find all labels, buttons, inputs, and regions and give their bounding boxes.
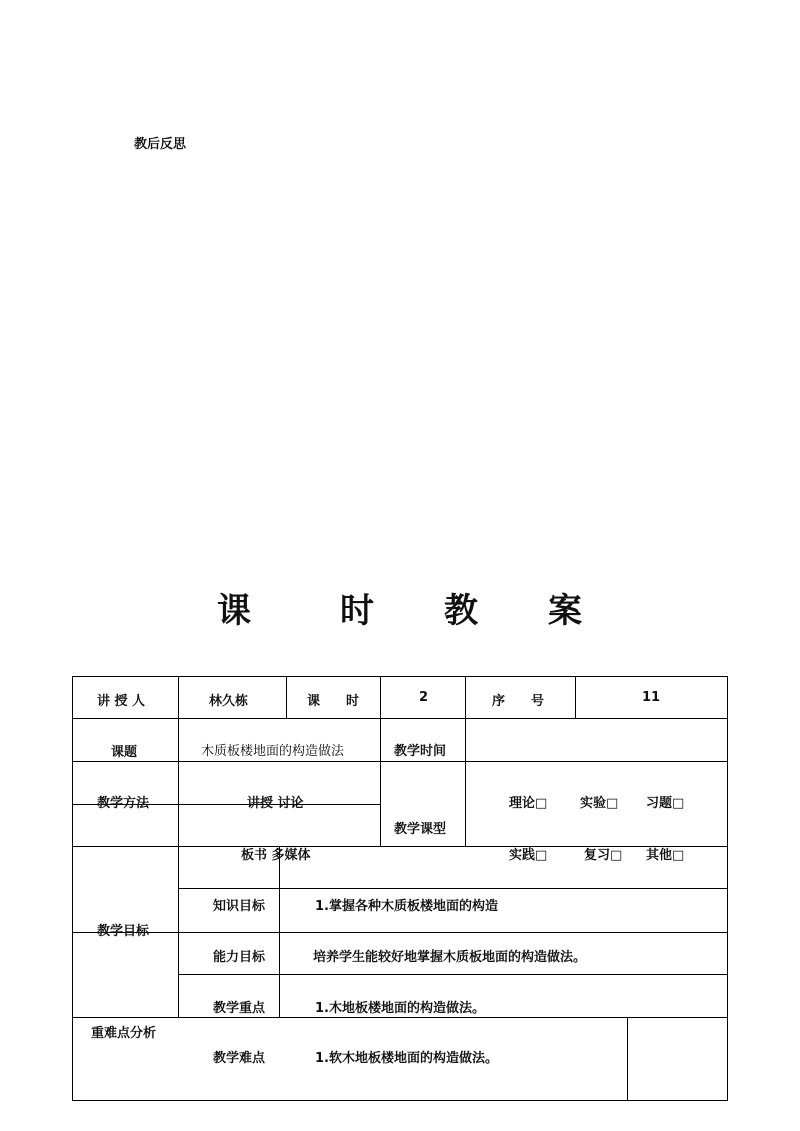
- method-value: 讲授 讨论: [247, 796, 304, 811]
- lecturer-value: 林久栋: [209, 694, 249, 709]
- col-divider: [575, 676, 576, 718]
- goals-label: 教学目标: [97, 924, 150, 939]
- col-divider: [627, 1017, 628, 1100]
- teach-time-label: 教学时间: [394, 744, 447, 759]
- type-theory: 理论□: [509, 796, 548, 811]
- row-divider: [72, 846, 727, 847]
- row-divider: [72, 932, 727, 933]
- table-border-top: [72, 676, 727, 677]
- row-divider: [178, 974, 727, 975]
- col-divider: [178, 676, 179, 1017]
- lecturer-label: 讲 授 人: [97, 694, 146, 709]
- topic-label: 课题: [111, 745, 138, 760]
- title-char-3: 教: [444, 591, 478, 631]
- type-exercise: 习题□: [646, 796, 685, 811]
- col-divider: [380, 676, 381, 846]
- hours-label: 课 时: [307, 694, 360, 709]
- title-char-1: 课: [217, 591, 251, 631]
- ability-value: 培养学生能较好地掌握木质板地面的构造做法。: [313, 950, 587, 965]
- table-border-right: [727, 676, 728, 1101]
- type-other: 其他□: [646, 848, 685, 863]
- seq-value: 11: [642, 690, 661, 705]
- row-divider: [178, 888, 727, 889]
- hours-value: 2: [419, 690, 429, 705]
- row-divider: [72, 718, 727, 719]
- knowledge-value: 1.掌握各种木质板楼地面的构造: [315, 899, 498, 914]
- method-value-2: 板书 多媒体: [241, 848, 311, 863]
- title-char-2: 时: [340, 591, 374, 631]
- analysis-label: 重难点分析: [91, 1026, 157, 1041]
- title-char-4: 案: [548, 591, 582, 631]
- knowledge-label: 知识目标: [213, 899, 266, 914]
- topic-value: 木质板楼地面的构造做法: [201, 744, 345, 759]
- difficulty-value: 1.软木地板楼地面的构造做法。: [315, 1051, 498, 1066]
- key-label: 教学重点: [213, 1001, 266, 1016]
- row-divider: [72, 1017, 727, 1018]
- type-review: 复习□: [584, 848, 623, 863]
- reflection-label: 教后反思: [134, 137, 187, 152]
- type-experiment: 实验□: [580, 796, 619, 811]
- col-divider: [279, 846, 280, 1017]
- row-divider: [72, 761, 727, 762]
- col-divider: [465, 676, 466, 846]
- key-value: 1.木地板楼地面的构造做法。: [315, 1001, 485, 1016]
- seq-label: 序 号: [492, 694, 545, 709]
- type-practice: 实践□: [509, 848, 548, 863]
- difficulty-label: 教学难点: [213, 1051, 266, 1066]
- col-divider: [286, 676, 287, 718]
- course-type-label: 教学课型: [394, 822, 447, 837]
- table-border-bottom: [72, 1100, 727, 1101]
- ability-label: 能力目标: [213, 950, 266, 965]
- method-label: 教学方法: [97, 796, 150, 811]
- table-border-left: [72, 676, 73, 1101]
